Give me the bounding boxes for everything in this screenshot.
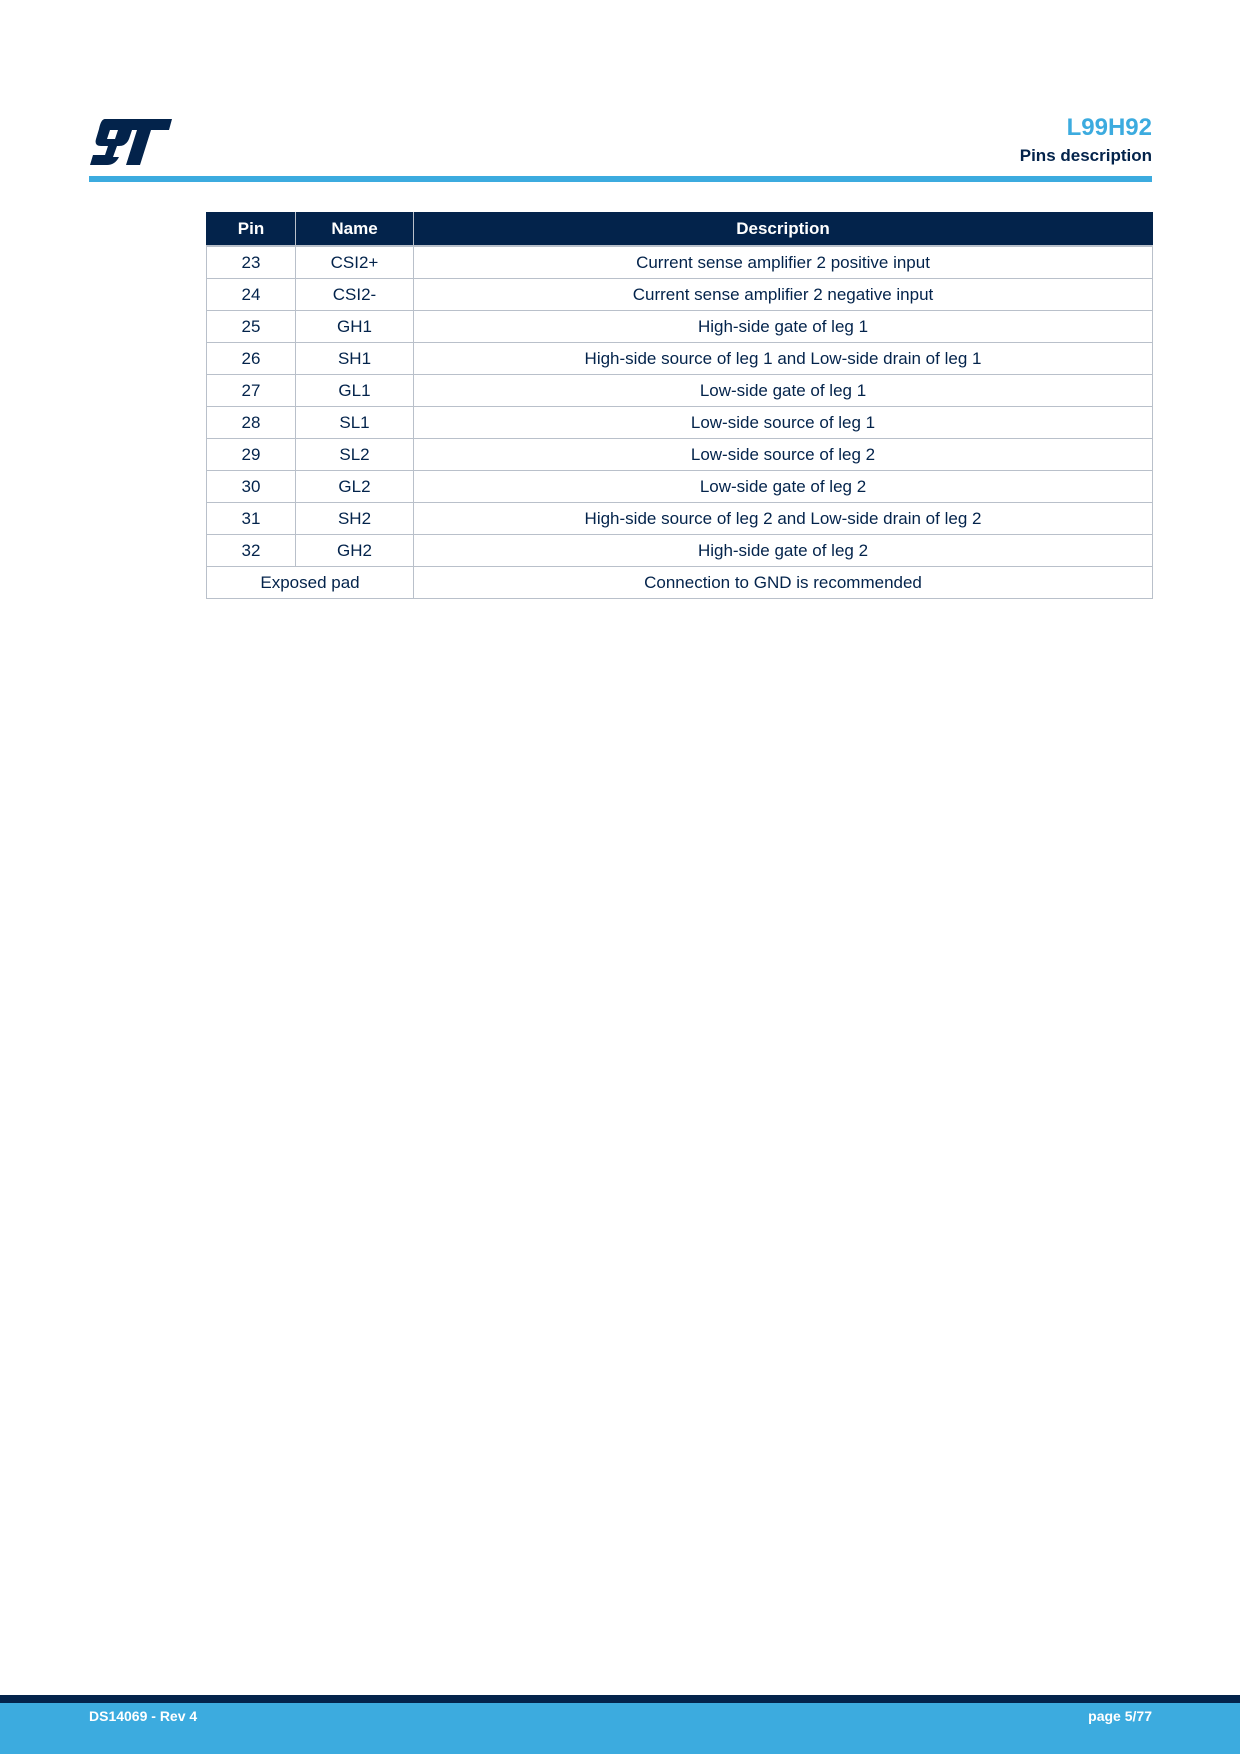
name-cell: CSI2+ bbox=[296, 246, 414, 279]
pin-cell: 31 bbox=[207, 503, 296, 535]
table-row bbox=[207, 407, 1153, 439]
table-row bbox=[207, 279, 1153, 311]
pin-cell: 26 bbox=[207, 343, 296, 375]
table-row bbox=[207, 246, 1153, 279]
pin-cell: 30 bbox=[207, 471, 296, 503]
description-cell: Low-side source of leg 2 bbox=[414, 439, 1153, 471]
pin-cell: 27 bbox=[207, 375, 296, 407]
exposed-pad-cell: Exposed pad bbox=[207, 567, 414, 599]
description-cell: Current sense amplifier 2 positive input bbox=[414, 246, 1153, 279]
header-divider bbox=[89, 176, 1152, 182]
pin-cell: 28 bbox=[207, 407, 296, 439]
description-cell: Current sense amplifier 2 negative input bbox=[414, 279, 1153, 311]
description-cell: Connection to GND is recommended bbox=[414, 567, 1153, 599]
pin-cell: 24 bbox=[207, 279, 296, 311]
document-revision: DS14069 - Rev 4 bbox=[89, 1708, 198, 1724]
description-cell: High-side source of leg 1 and Low-side drain of leg 1 bbox=[414, 343, 1153, 375]
table-row bbox=[207, 311, 1153, 343]
pin-cell: 23 bbox=[207, 246, 296, 279]
name-cell: CSI2- bbox=[296, 279, 414, 311]
name-cell: GH2 bbox=[296, 535, 414, 567]
table-row bbox=[207, 343, 1153, 375]
name-cell: GH1 bbox=[296, 311, 414, 343]
description-cell: Low-side gate of leg 1 bbox=[414, 375, 1153, 407]
table-row bbox=[207, 439, 1153, 471]
page-label: page bbox=[1088, 1708, 1121, 1724]
st-logo bbox=[89, 118, 173, 166]
name-cell: SH2 bbox=[296, 503, 414, 535]
table-row bbox=[207, 535, 1153, 567]
document-title: L99H92 bbox=[1066, 114, 1152, 141]
table-row bbox=[207, 471, 1153, 503]
pin-cell: 32 bbox=[207, 535, 296, 567]
description-cell: High-side gate of leg 2 bbox=[414, 535, 1153, 567]
table-row bbox=[207, 503, 1153, 535]
pins-table bbox=[206, 212, 1153, 599]
table-header-row bbox=[207, 213, 1153, 247]
name-cell: SL2 bbox=[296, 439, 414, 471]
pin-cell: 25 bbox=[207, 311, 296, 343]
description-cell: High-side gate of leg 1 bbox=[414, 311, 1153, 343]
column-header-pin: Pin bbox=[207, 213, 296, 247]
column-header-name: Name bbox=[296, 213, 414, 247]
description-cell: High-side source of leg 2 and Low-side drain of leg 2 bbox=[414, 503, 1153, 535]
page-indicator bbox=[1088, 1708, 1152, 1724]
table-row bbox=[207, 375, 1153, 407]
description-cell: Low-side gate of leg 2 bbox=[414, 471, 1153, 503]
footer-dark-band bbox=[0, 1695, 1240, 1703]
section-title: Pins description bbox=[1019, 146, 1152, 165]
column-header-description: Description bbox=[414, 213, 1153, 247]
name-cell: SH1 bbox=[296, 343, 414, 375]
table-row-exposed-pad bbox=[207, 567, 1153, 599]
pin-cell: 29 bbox=[207, 439, 296, 471]
description-cell: Low-side source of leg 1 bbox=[414, 407, 1153, 439]
name-cell: GL1 bbox=[296, 375, 414, 407]
name-cell: GL2 bbox=[296, 471, 414, 503]
page-number: 5/77 bbox=[1124, 1708, 1152, 1724]
name-cell: SL1 bbox=[296, 407, 414, 439]
